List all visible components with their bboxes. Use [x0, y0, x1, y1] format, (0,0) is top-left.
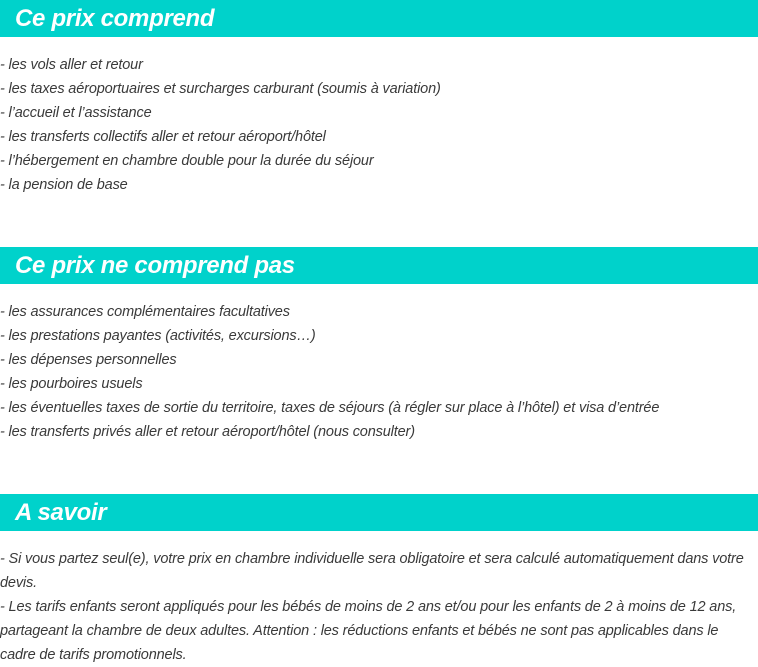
- section-header-price-includes: [0, 0, 758, 37]
- section-good-to-know: [0, 494, 758, 667]
- section-title: Ce prix comprend: [15, 5, 215, 32]
- list-item: - les taxes aéroportuaires et surcharges carburant (soumis à variation): [0, 81, 441, 97]
- list-item: - les pourboires usuels: [0, 376, 143, 392]
- section-header-price-excludes: [0, 247, 758, 284]
- list-item: - l’hébergement en chambre double pour la durée du séjour: [0, 153, 374, 169]
- list-item: - les prestations payantes (activités, excursions…): [0, 328, 316, 344]
- included-list: [0, 37, 758, 197]
- excluded-list: [0, 284, 758, 444]
- list-item: - Les tarifs enfants seront appliqués pour les bébés de moins de 2 ans et/ou pour les enfants de 2 à moins de 12 ans, partageant la chambre de deux adultes. Attention : les réductions enfants et bébés ne sont pas applicables dans le cadre de tarifs promotionnels.: [0, 599, 737, 663]
- list-item: - les éventuelles taxes de sortie du territoire, taxes de séjours (à régler sur place à l’hôtel) et visa d’entrée: [0, 400, 660, 416]
- list-item: - l’accueil et l’assistance: [0, 105, 152, 121]
- list-item: - Si vous partez seul(e), votre prix en chambre individuelle sera obligatoire et sera calculé automatiquement dans votre devis.: [0, 551, 744, 591]
- section-title: A savoir: [15, 499, 107, 526]
- list-item: - les dépenses personnelles: [0, 352, 177, 368]
- list-item: - les transferts collectifs aller et retour aéroport/hôtel: [0, 129, 326, 145]
- section-header-good-to-know: [0, 494, 758, 531]
- list-item: - les transferts privés aller et retour aéroport/hôtel (nous consulter): [0, 424, 415, 440]
- list-item: - les vols aller et retour: [0, 57, 143, 73]
- section-price-excludes: [0, 247, 758, 444]
- section-price-includes: [0, 0, 758, 197]
- list-item: - la pension de base: [0, 177, 128, 193]
- section-title: Ce prix ne comprend pas: [15, 252, 295, 279]
- info-list: [0, 531, 758, 667]
- list-item: - les assurances complémentaires facultatives: [0, 304, 290, 320]
